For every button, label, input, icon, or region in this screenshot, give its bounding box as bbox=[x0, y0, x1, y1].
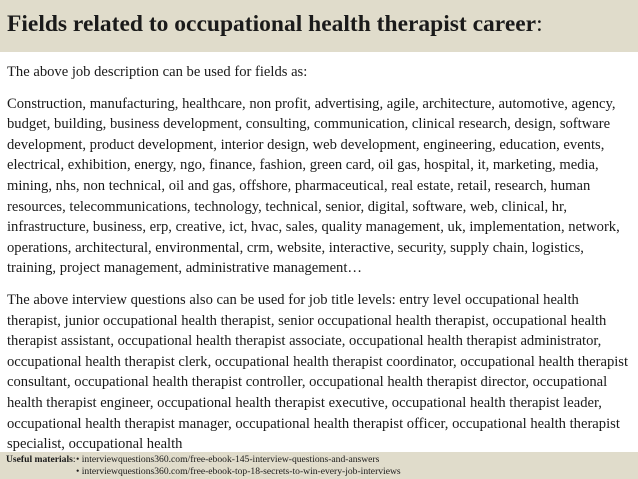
job-levels-text: The above interview questions also can be used for job title levels: entry level occupational health therapist, junior occupational health therapist, senior occupational health therapist, occupational health therapist assistant, occupational health therapist associate, occupational health therapist administrator, occupational health therapist clerk, occupational health therapist coordinator, occupational health therapist consultant, occupational health therapist controller, occupational health therapist director, occupational health therapist engineer, occupational health therapist executive, occupational health therapist leader, occupational health therapist manager, occupational health therapist officer, occupational health therapist specialist, occupational health bbox=[7, 291, 629, 453]
intro-text: The above job description can be used for fields as: bbox=[7, 64, 308, 80]
footer-bar bbox=[0, 452, 638, 479]
footer-label-separator: : bbox=[72, 454, 76, 465]
slide-title: Fields related to occupational health therapist career bbox=[7, 11, 537, 37]
fields-list-text: Construction, manufacturing, healthcare, non profit, advertising, agile, architecture, automotive, agency, budget, building, business development, consulting, communication, clinical research, design, software development, product development, interior design, web development, engineering, education, events, electrical, exhibition, energy, ngo, finance, fashion, green card, oil gas, hospital, it, marketing, media, mining, nhs, non technical, oil and gas, offshore, pharmaceutical, real estate, retail, research, human resources, telecommunications, technology, technical, senior, digital, software, web, clinical, hr, infrastructure, business, erp, creative, ict, hvac, sales, quality management, uk, implementation, network, operations, architectural, environmental, crm, website, interactive, security, supply chain, logistics, training, project management, administrative management… bbox=[7, 95, 620, 277]
footer-label bbox=[6, 454, 76, 466]
footer-row-1 bbox=[6, 454, 638, 466]
slide-content bbox=[7, 62, 635, 455]
footer-row-2 bbox=[6, 466, 638, 478]
footer-link-1[interactable]: • interviewquestions360.com/free-ebook-145-interview-questions-and-answers bbox=[76, 454, 380, 465]
slide-title-bar bbox=[0, 0, 638, 52]
footer-link-2[interactable]: • interviewquestions360.com/free-ebook-top-18-secrets-to-win-every-job-interviews bbox=[76, 465, 401, 477]
footer-label-text: Useful materials bbox=[6, 454, 73, 465]
slide-title-colon: : bbox=[536, 11, 543, 37]
